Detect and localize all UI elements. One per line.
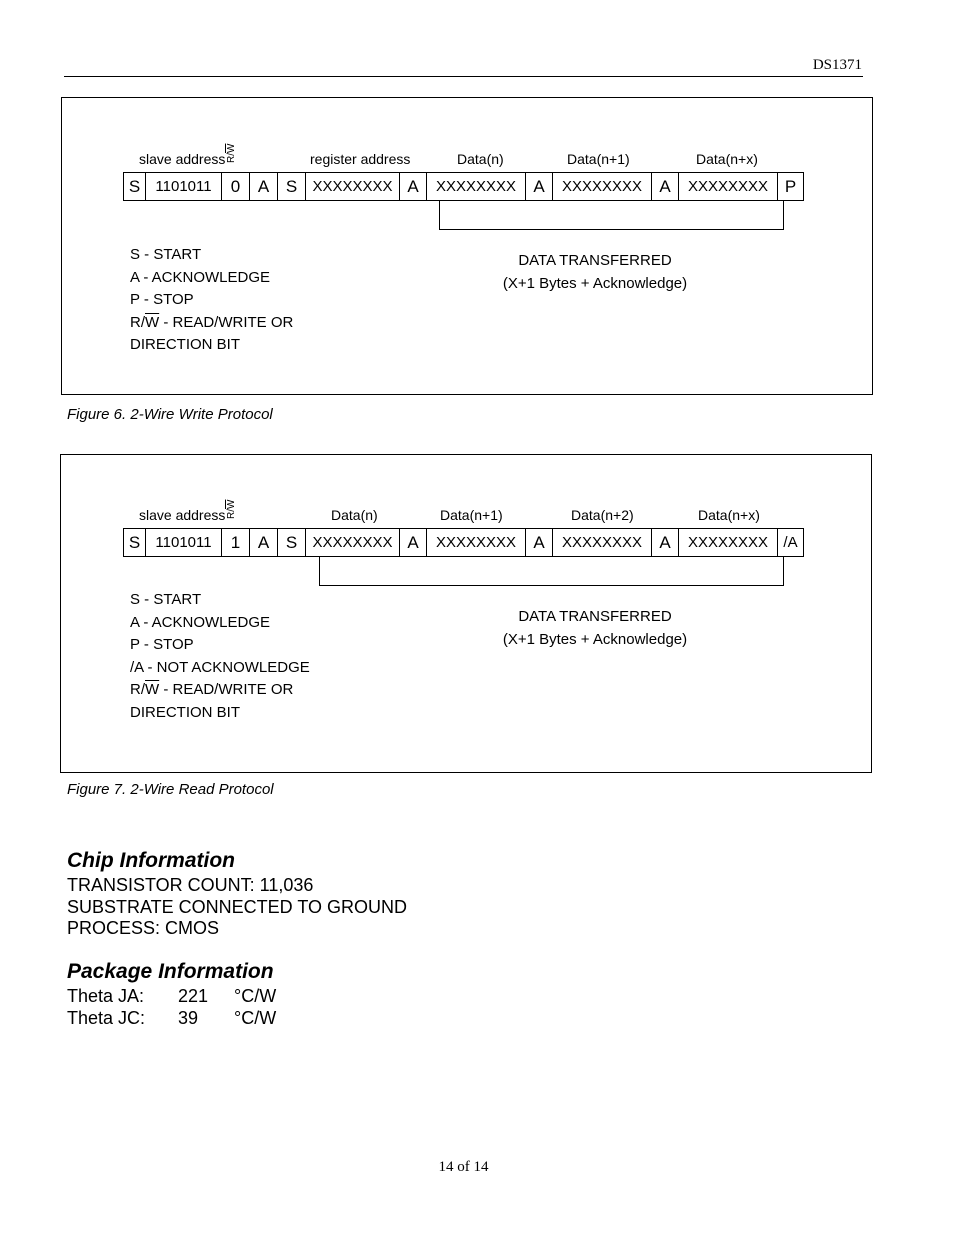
legend-stop: P - STOP	[130, 291, 194, 309]
fig6-cell-ack: A	[526, 173, 553, 200]
package-row-value: 39	[178, 1008, 199, 1028]
chip-info-process: PROCESS: CMOS	[67, 918, 220, 938]
fig6-data-n-label: Data(n)	[457, 151, 504, 167]
fig7-sequence-row	[123, 528, 804, 557]
fig7-cell-data-n2: XXXXXXXX	[553, 529, 652, 556]
fig7-data-nx-label: Data(n+x)	[698, 507, 760, 523]
fig7-data-n-label: Data(n)	[331, 507, 378, 523]
fig6-cell-data-nx: XXXXXXXX	[679, 173, 778, 200]
fig6-cell-ack: A	[400, 173, 427, 200]
chip-info-transistor-count: TRANSISTOR COUNT: 11,036	[67, 875, 314, 895]
data-transferred-detail: (X+1 Bytes + Acknowledge)	[502, 275, 688, 292]
data-transferred-title: DATA TRANSFERRED	[518, 252, 672, 269]
fig6-cell-start: S	[124, 173, 146, 200]
figure-7-caption: Figure 7. 2-Wire Read Protocol	[67, 781, 274, 798]
fig6-cell-data-n: XXXXXXXX	[427, 173, 526, 200]
fig7-data-bracket	[319, 556, 784, 586]
fig7-legend	[130, 589, 310, 725]
fig6-slave-address-label: slave address	[139, 151, 226, 167]
figure-6-caption: Figure 6. 2-Wire Write Protocol	[67, 406, 273, 423]
fig7-cell-repeat-start: S	[278, 529, 306, 556]
fig6-cell-ack: A	[652, 173, 679, 200]
package-row-label: Theta JC:	[67, 1008, 146, 1028]
fig6-cell-stop: P	[784, 176, 797, 196]
document-code: DS1371	[812, 57, 862, 73]
legend-start: S - START	[130, 591, 202, 608]
fig7-cell-ack: A	[250, 529, 278, 556]
package-row-value: 221	[178, 986, 209, 1006]
legend-read-write: $R/\overline{W}$ - READ/WRITE OR	[130, 313, 294, 331]
legend-acknowledge: A - ACKNOWLEDGE	[130, 268, 271, 286]
fig7-data-n1-label: Data(n+1)	[440, 507, 503, 523]
data-transferred-title: DATA TRANSFERRED	[518, 608, 672, 625]
fig7-cell-ack: A	[526, 529, 553, 556]
legend-not-acknowledge: /A - NOT ACKNOWLEDGE	[130, 658, 310, 676]
fig7-data-transferred-note	[495, 605, 695, 651]
package-row-unit: °C/W	[234, 1008, 277, 1028]
data-transferred-detail: (X+1 Bytes + Acknowledge)	[502, 631, 688, 648]
fig7-cell-data-nx: XXXXXXXX	[679, 529, 778, 556]
fig6-cell-repeat-start: S	[278, 173, 306, 200]
chip-information-heading: Chip Information	[67, 849, 235, 872]
fig6-data-transferred-note	[495, 249, 695, 295]
legend-direction-bit: DIRECTION BIT	[130, 336, 241, 354]
header-rule	[64, 76, 863, 77]
page-number: 14 of 14	[438, 1159, 489, 1175]
fig6-rw-label: $R/\overline{W}$	[226, 143, 237, 163]
fig7-cell-data-n: XXXXXXXX	[306, 529, 400, 556]
fig7-cell-start: S	[124, 529, 146, 556]
legend-start: S - START	[130, 246, 202, 263]
fig7-cell-not-acknowledge: /A	[783, 534, 798, 551]
fig6-data-bracket	[439, 200, 784, 230]
fig6-data-nx-label: Data(n+x)	[696, 151, 758, 167]
fig6-data-n1-label: Data(n+1)	[567, 151, 630, 167]
legend-acknowledge: A - ACKNOWLEDGE	[130, 613, 271, 631]
chip-info-substrate: SUBSTRATE CONNECTED TO GROUND	[67, 897, 408, 917]
fig6-cell-data-n1: XXXXXXXX	[553, 173, 652, 200]
legend-stop: P - STOP	[130, 636, 194, 654]
fig6-sequence-row	[123, 172, 804, 201]
package-information-heading: Package Information	[67, 960, 274, 983]
fig7-cell-ack: A	[652, 529, 679, 556]
fig7-cell-slave-address: 1101011	[146, 529, 222, 556]
legend-read-write: $R/\overline{W}$ - READ/WRITE OR	[130, 681, 294, 699]
fig7-data-n2-label: Data(n+2)	[571, 507, 634, 523]
fig7-cell-data-n1: XXXXXXXX	[427, 529, 526, 556]
fig7-slave-address-label: slave address	[139, 507, 226, 523]
fig7-cell-ack: A	[400, 529, 427, 556]
fig6-cell-slave-address: 1101011	[146, 173, 222, 200]
fig6-register-address-label: register address	[310, 151, 411, 167]
fig6-legend	[130, 244, 293, 357]
fig7-cell-rw-bit: 1	[222, 529, 250, 556]
package-row-label: Theta JA:	[67, 986, 145, 1006]
fig6-cell-ack: A	[250, 173, 278, 200]
package-row-unit: °C/W	[234, 986, 277, 1006]
fig6-cell-register-address: XXXXXXXX	[306, 173, 400, 200]
legend-direction-bit: DIRECTION BIT	[130, 703, 241, 721]
fig6-cell-rw-bit: 0	[222, 173, 250, 200]
fig7-rw-label: $R/\overline{W}$	[226, 499, 237, 519]
